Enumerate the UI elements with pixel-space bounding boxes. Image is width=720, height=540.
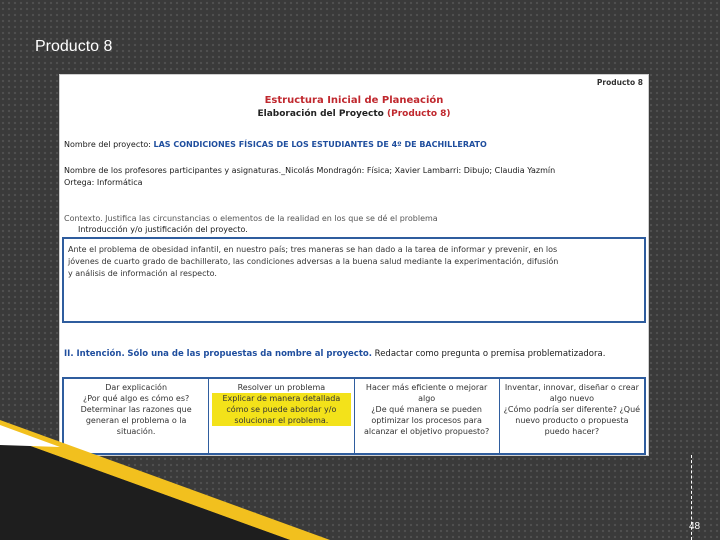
justification-box xyxy=(62,237,646,323)
dark-stripe xyxy=(0,435,290,540)
header-subtitle xyxy=(60,109,648,119)
teachers-label: Nombre de los profesores participantes y asignaturas. xyxy=(64,166,282,175)
teachers-line-2 xyxy=(64,177,644,189)
column-head: Dar explicación xyxy=(105,383,168,392)
corner-label: Producto 8 xyxy=(596,78,643,87)
project-line xyxy=(64,139,644,151)
intention-text-blue: Sólo una de las propuestas da nombre al proyecto. xyxy=(127,349,372,359)
header-subtitle-tag: (Producto 8) xyxy=(387,109,451,119)
project-label: Nombre del proyecto: xyxy=(64,140,151,149)
table-column xyxy=(355,379,500,453)
column-head: Hacer más eficiente o mejorar algo xyxy=(365,383,488,403)
slide-title: Producto 8 xyxy=(35,38,113,55)
intention-label: II. Intención. xyxy=(64,349,125,359)
column-body-highlighted: Explicar de manera detallada cómo se puede abordar y/o solucionar el problema. xyxy=(212,393,350,426)
column-body: ¿Cómo podría ser diferente? ¿Qué nuevo producto o propuesta puedo hacer? xyxy=(503,405,641,436)
project-name: LAS CONDICIONES FÍSICAS DE LOS ESTUDIANTES DE 4º DE BACHILLERATO xyxy=(153,140,487,149)
decorative-stripes xyxy=(0,405,330,540)
intention-line xyxy=(64,349,644,359)
box-text-2: jóvenes de cuarto grado de bachillerato, las condiciones adversas a la buena salud mediante la experimentación, difusión xyxy=(68,257,559,266)
context-line: Contexto. Justifica las circunstancias o elementos de la realidad en los que se dé el problema xyxy=(64,214,438,223)
intro-line: Introducción y/o justificación del proyecto. xyxy=(78,225,248,234)
box-text-1: Ante el problema de obesidad infantil, en nuestro país; tres maneras se han dado a la tarea de informar y prevenir, en los xyxy=(68,245,558,254)
teachers-value-1: _Nicolás Mondragón: Física; Xavier Lambarri: Dibujo; Claudia Yazmín xyxy=(281,166,556,175)
column-body: ¿De qué manera se pueden optimizar los procesos para alcanzar el objetivo propuesto? xyxy=(363,405,490,436)
teachers-value-2: Ortega: Informática xyxy=(64,178,143,187)
document-image xyxy=(59,74,649,456)
column-head: Resolver un problema xyxy=(237,383,326,392)
column-head: Inventar, innovar, diseñar o crear algo nuevo xyxy=(504,383,639,403)
intention-text: Redactar como pregunta o premisa problematizadora. xyxy=(374,349,606,359)
box-text-3: y análisis de información al respecto. xyxy=(68,269,217,278)
page-number: 48 xyxy=(689,521,701,532)
header-title: Estructura Inicial de Planeación xyxy=(264,95,444,106)
column-body: ¿Por qué algo es cómo es? Determinar las razones que generan el problema o la situación. xyxy=(80,394,192,436)
header-subtitle-main: Elaboración del Proyecto xyxy=(257,109,384,119)
table-column xyxy=(500,379,644,453)
teachers-line xyxy=(64,165,644,177)
